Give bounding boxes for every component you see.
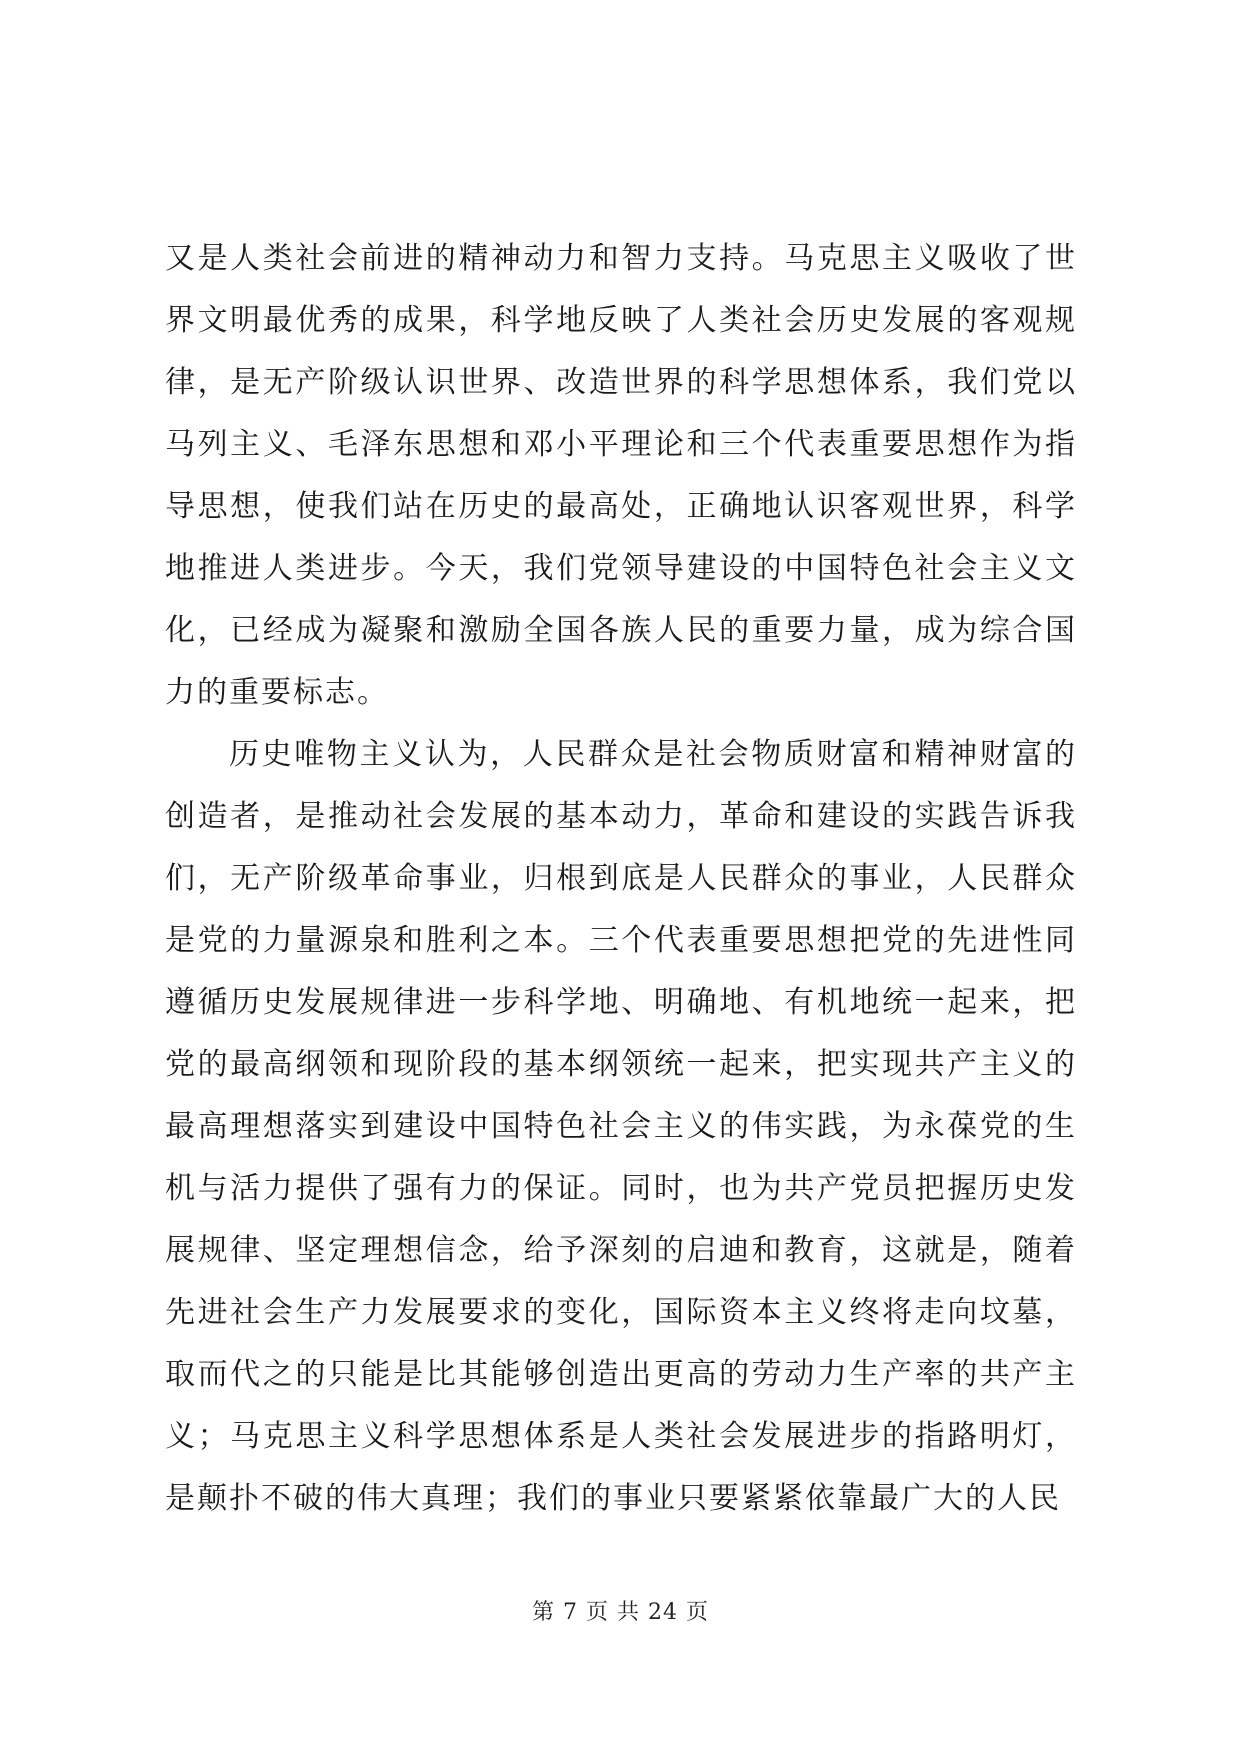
document-body xyxy=(165,228,1077,1530)
paragraph-2: 历史唯物主义认为，人民群众是社会物质财富和精神财富的创造者，是推动社会发展的基本动力，革命和建设的实践告诉我们，无产阶级革命事业，归根到底是人民群众的事业，人民群众是党的力量源泉和胜利之本。三个代表重要思想把党的先进性同遵循历史发展规律进一步科学地、明确地、有机地统一起来，把党的最高纲领和现阶段的基本纲领统一起来，把实现共产主义的最高理想落实到建设中国特色社会主义的伟实践，为永葆党的生机与活力提供了强有力的保证。同时，也为共产党员把握历史发展规律、坚定理想信念，给予深刻的启迪和教育，这就是，随着先进社会生产力发展要求的变化，国际资本主义终将走向坟墓，取而代之的只能是比其能够创造出更高的劳动力生产率的共产主义；马克思主义科学思想体系是人类社会发展进步的指路明灯，是颠扑不破的伟大真理；我们的事业只要紧紧依靠最广大的人民 xyxy=(165,737,1077,1516)
paragraph-1: 又是人类社会前进的精神动力和智力支持。马克思主义吸收了世界文明最优秀的成果，科学地反映了人类社会历史发展的客观规律，是无产阶级认识世界、改造世界的科学思想体系，我们党以马列主义、毛泽东思想和邓小平理论和三个代表重要思想作为指导思想，使我们站在历史的最高处，正确地认识客观世界，科学地推进人类进步。今天，我们党领导建设的中国特色社会主义文化，已经成为凝聚和激励全国各族人民的重要力量，成为综合国力的重要标志。 xyxy=(165,241,1077,710)
page-number-footer: 第 7 页 共 24 页 xyxy=(532,1600,709,1625)
